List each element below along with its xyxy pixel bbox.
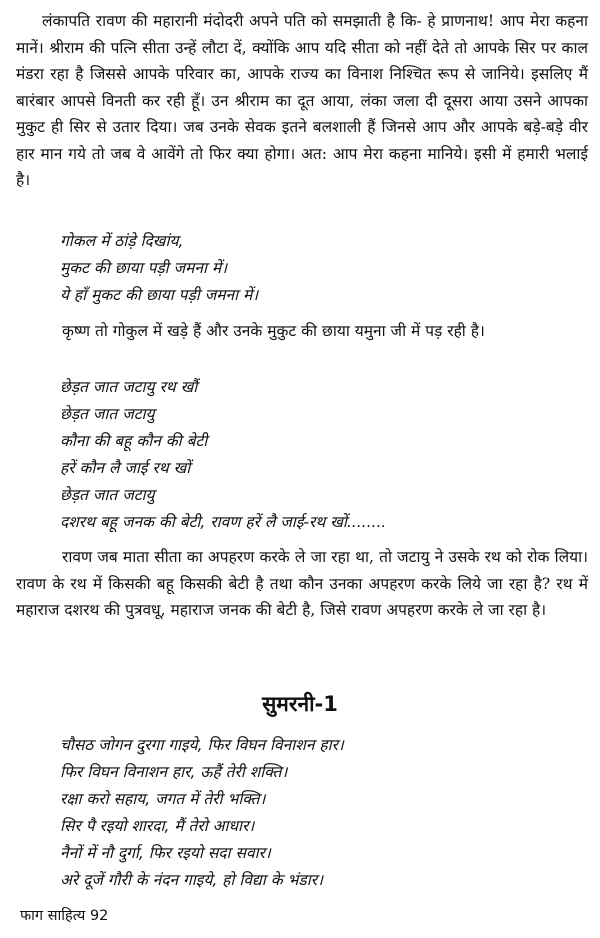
- verse-line: अरे दूजें गौरी के नंदन गाइये, हो विद्या के भंडार।: [60, 871, 323, 889]
- verse-line: रक्षा करो सहाय, जगत में तेरी भक्ति।: [60, 790, 266, 808]
- verse-gokal: [60, 228, 580, 309]
- verse-line: गोकल में ठांड़े दिखांय,: [60, 232, 184, 250]
- verse-line: कौना की बहू कौन की बेटी: [60, 432, 208, 450]
- verse-line: हरें कौन लै जाई रथ खों: [60, 459, 191, 477]
- paragraph-ravan: रावण जब माता सीता का अपहरण करके ले जा रहा था, तो जटायु ने उसके रथ को रोक लिया। रावण के रथ में किसकी बहू किसकी बेटी है तथा कौन उनका अपहरण करके लिये जा रहा है? रथ में महाराज दशरथ की पुत्रवधू, महाराज जनक की बेटी है, जिसे रावण अपहरण करके ले जा रहा है।: [16, 548, 588, 619]
- section-heading: सुमरनी-1: [262, 692, 338, 716]
- verse-line: सिर पै रइयो शारदा, मैं तेरो आधार।: [60, 817, 255, 835]
- paragraph-mandodari: लंकापति रावण की महारानी मंदोदरी अपने पति को समझाती है कि- हे प्राणनाथ! आप मेरा कहना मानें। श्रीराम की पत्नि सीता उन्हें लौटा दें, क्योंकि आप यदि सीता को नहीं देते तो आपके सिर पर काल मंडरा रहा है जिससे आपके परिवार का, आपके राज्य का विनाश निश्चित रूप से जानिये। इसलिए मैं बारंबार आपसे विनती कर रही हूँ। उन श्रीराम का दूत आया, लंका जला दी दूसरा आया उसने आपका मुकुट ही सिर से उतार दिया। जब उनके सेवक इतने बलशाली हैं जिनसे आप और आपके बड़े-बड़े वीर हार मान गये तो जब वे आवेंगे तो फिर क्या होगा। अत: आप मेरा कहना मानिये। इसी में हमारी भलाई है।: [16, 12, 588, 189]
- page-footer: फाग साहित्य 92: [20, 908, 109, 924]
- verse-line: नैनों में नौ दुर्गा, फिर रइयो सदा सवार।: [60, 844, 271, 862]
- verse-line: छेड़त जात जटायु: [60, 486, 155, 504]
- verse-line: दशरथ बहू जनक की बेटी, रावण हरें लै जाई-रथ खों........: [60, 513, 387, 531]
- verse-line: छेड़त जात जटायु रथ खौं: [60, 378, 198, 396]
- verse-line: चौसठ जोगन दुरगा गाइये, फिर विघन विनाशन हार।: [60, 736, 344, 754]
- verse-line: मुकट की छाया पड़ी जमना में।: [60, 259, 228, 277]
- verse-sumarni: [60, 732, 580, 894]
- verse-line: छेड़त जात जटायु: [60, 405, 155, 423]
- verse-line: फिर विघन विनाशन हार, ऊहैं तेरी शक्ति।: [60, 763, 288, 781]
- verse-line: ये हाँ मुकट की छाया पड़ी जमना में।: [60, 286, 259, 304]
- verse-jatayu: [60, 374, 580, 536]
- paragraph-krishna: कृष्ण तो गोकुल में खड़े हैं और उनके मुकुट की छाया यमुना जी में पड़ रही है।: [62, 322, 485, 340]
